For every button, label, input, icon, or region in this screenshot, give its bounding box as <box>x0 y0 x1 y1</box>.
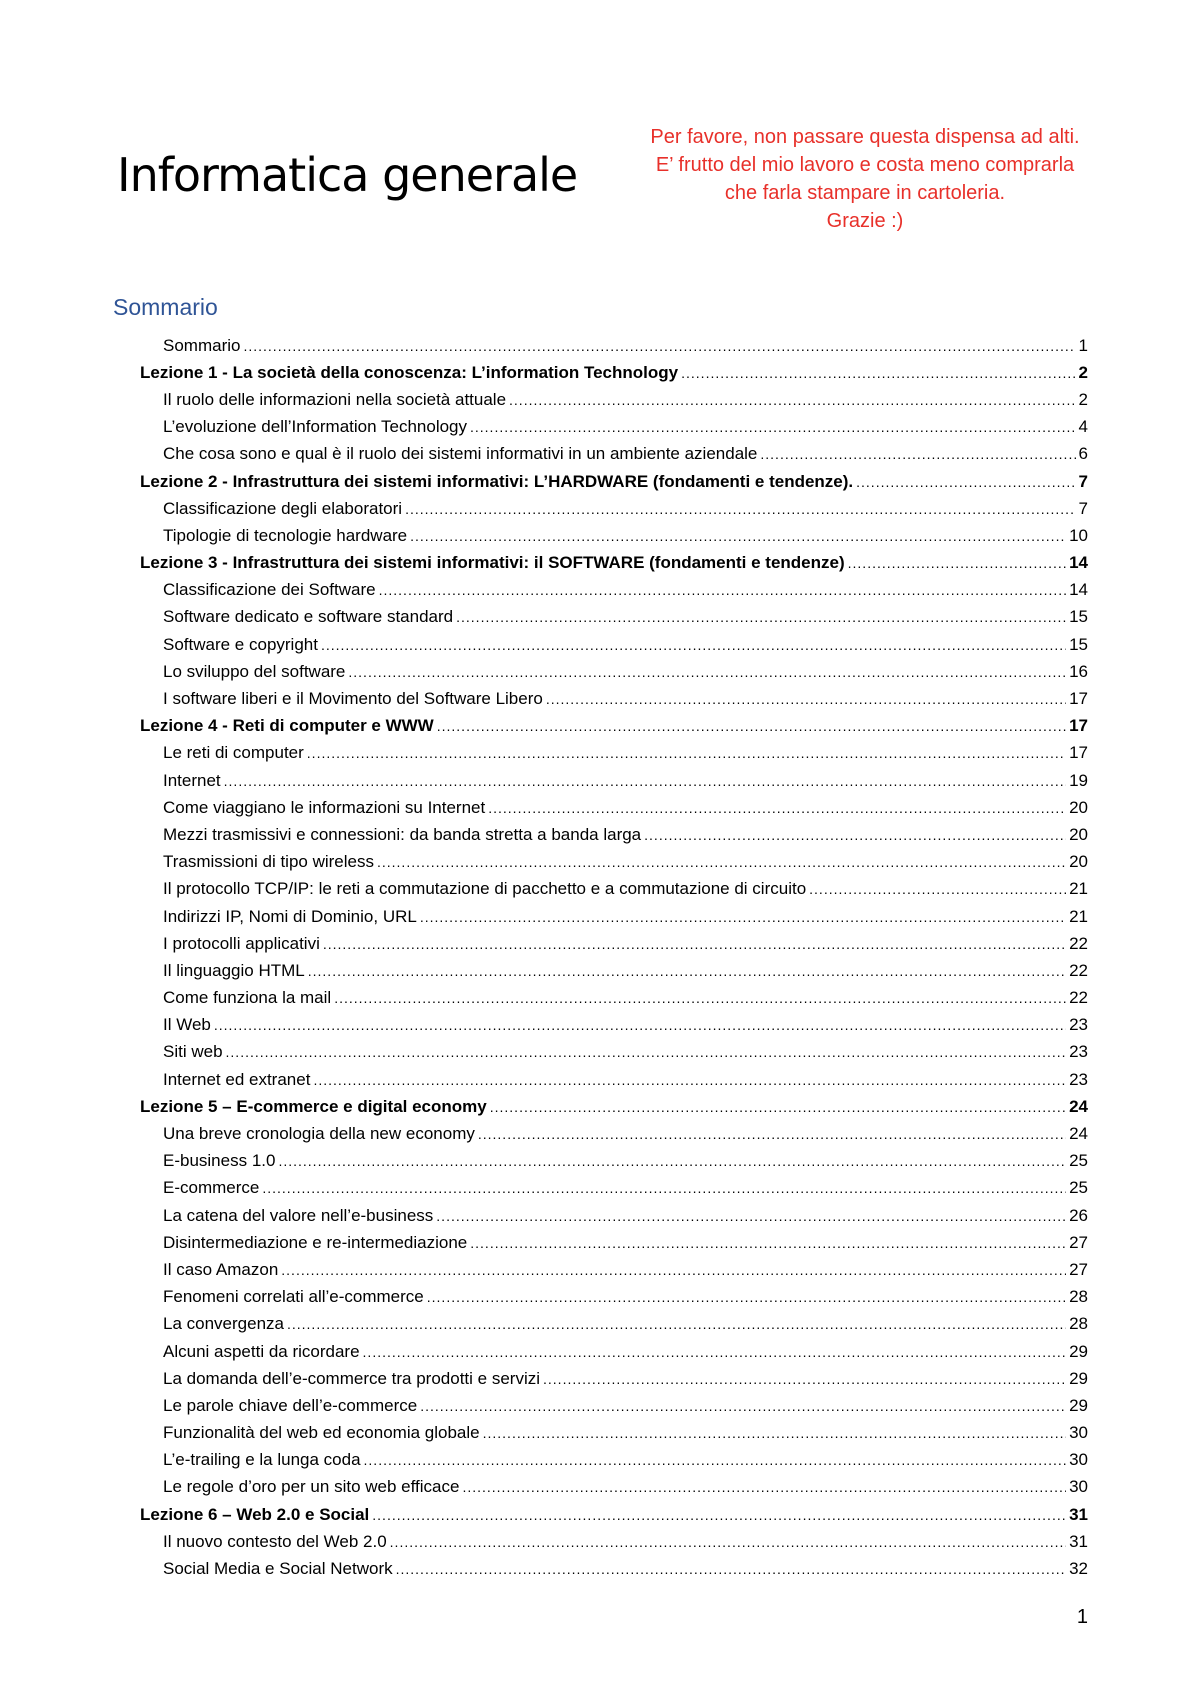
toc-entry-label: Il protocollo TCP/IP: le reti a commutazione di pacchetto e a commutazione di circuito <box>163 879 807 899</box>
toc-entry-label: Classificazione degli elaboratori <box>163 498 403 518</box>
toc-entry[interactable] <box>140 1392 1088 1419</box>
toc-entry-page: 25 <box>1069 1151 1088 1171</box>
toc-entry-label: L’e-trailing e la lunga coda <box>163 1450 361 1470</box>
toc-entry-page: 4 <box>1078 417 1088 437</box>
toc-entry-label: Alcuni aspetti da ricordare <box>163 1341 360 1361</box>
toc-entry-label: Le parole chiave dell’e-commerce <box>163 1395 418 1415</box>
toc-dot-leader <box>760 446 1075 462</box>
toc-entry-page: 22 <box>1069 933 1088 953</box>
toc-dot-leader <box>226 1044 1067 1060</box>
toc-entry-page: 28 <box>1069 1287 1088 1307</box>
toc-entry[interactable] <box>140 1555 1088 1582</box>
toc-entry-page: 27 <box>1069 1259 1088 1279</box>
toc-dot-leader <box>427 1289 1066 1305</box>
toc-entry-page: 17 <box>1069 743 1088 763</box>
toc-dot-leader <box>214 1017 1066 1033</box>
toc-entry[interactable] <box>140 1093 1088 1120</box>
toc-entry[interactable] <box>140 821 1088 848</box>
toc-entry-label: E-commerce <box>163 1178 260 1198</box>
toc-entry-page: 20 <box>1069 824 1088 844</box>
toc-entry[interactable] <box>140 1120 1088 1147</box>
toc-entry[interactable] <box>140 386 1088 413</box>
toc-entry[interactable] <box>140 522 1088 549</box>
toc-entry[interactable] <box>140 577 1088 604</box>
toc-entry-label: Come viaggiano le informazioni su Internet <box>163 797 486 817</box>
toc-entry-label: Funzionalità del web ed economia globale <box>163 1423 480 1443</box>
toc-entry-label: Social Media e Social Network <box>163 1559 393 1579</box>
toc-entry-label: Lezione 1 - La società della conoscenza: L’information Technology <box>140 362 679 382</box>
toc-dot-leader <box>278 1153 1066 1169</box>
toc-entry-label: Indirizzi IP, Nomi di Dominio, URL <box>163 906 417 926</box>
toc-entry-label: Trasmissioni di tipo wireless <box>163 852 374 872</box>
toc-dot-leader <box>420 909 1066 925</box>
notice-line: che farla stampare in cartoleria. <box>724 182 1006 204</box>
toc-dot-leader <box>321 637 1066 653</box>
toc-entry-label: L’evoluzione dell’Information Technology <box>163 417 467 437</box>
table-of-contents <box>140 332 1088 1583</box>
toc-entry-label: Il Web <box>163 1015 211 1035</box>
toc-entry-label: Fenomeni correlati all’e-commerce <box>163 1287 424 1307</box>
document-title: Informatica generale <box>117 148 578 202</box>
toc-entry-label: Lezione 2 - Infrastruttura dei sistemi informativi: L’HARDWARE (fondamenti e tendenze). <box>140 471 854 491</box>
toc-entry-page: 23 <box>1069 1042 1088 1062</box>
toc-dot-leader <box>323 936 1066 952</box>
toc-entry[interactable] <box>140 1501 1088 1528</box>
toc-entry-label: Il linguaggio HTML <box>163 960 305 980</box>
toc-entry-page: 20 <box>1069 852 1088 872</box>
toc-dot-leader <box>364 1452 1067 1468</box>
toc-entry[interactable] <box>140 1284 1088 1311</box>
toc-dot-leader <box>856 474 1075 490</box>
toc-entry-page: 15 <box>1069 634 1088 654</box>
toc-entry-label: Come funziona la mail <box>163 988 332 1008</box>
toc-entry-label: Le regole d’oro per un sito web efficace <box>163 1477 460 1497</box>
toc-dot-leader <box>809 881 1066 897</box>
toc-entry-page: 23 <box>1069 1015 1088 1035</box>
toc-entry-label: Il nuovo contesto del Web 2.0 <box>163 1531 387 1551</box>
toc-dot-leader <box>308 963 1066 979</box>
toc-entry[interactable] <box>140 1528 1088 1555</box>
toc-entry-page: 28 <box>1069 1314 1088 1334</box>
notice-line: Per favore, non passare questa dispensa ad alti. <box>650 126 1080 148</box>
toc-entry[interactable] <box>140 604 1088 631</box>
toc-entry-label: I protocolli applicativi <box>163 933 320 953</box>
toc-dot-leader <box>281 1262 1066 1278</box>
toc-entry[interactable] <box>140 876 1088 903</box>
toc-dot-leader <box>420 1398 1066 1414</box>
toc-entry[interactable] <box>140 685 1088 712</box>
toc-dot-leader <box>681 365 1075 381</box>
toc-entry[interactable] <box>140 1256 1088 1283</box>
toc-entry-label: Il ruolo delle informazioni nella società attuale <box>163 389 507 409</box>
toc-entry-label: Mezzi trasmissivi e connessioni: da banda stretta a banda larga <box>163 824 642 844</box>
toc-entry[interactable] <box>140 550 1088 577</box>
toc-entry-label: Una breve cronologia della new economy <box>163 1124 475 1144</box>
toc-entry[interactable] <box>140 1365 1088 1392</box>
toc-entry-label: Il caso Amazon <box>163 1259 279 1279</box>
toc-dot-leader <box>490 1099 1066 1115</box>
toc-entry[interactable] <box>140 767 1088 794</box>
toc-entry-page: 27 <box>1069 1232 1088 1252</box>
toc-entry[interactable] <box>140 903 1088 930</box>
toc-dot-leader <box>488 800 1066 816</box>
toc-entry-page: 23 <box>1069 1069 1088 1089</box>
toc-dot-leader <box>509 392 1076 408</box>
toc-dot-leader <box>644 827 1066 843</box>
toc-entry[interactable] <box>140 713 1088 740</box>
toc-entry-label: Lezione 5 – E-commerce e digital economy <box>140 1096 487 1116</box>
toc-entry-page: 10 <box>1069 525 1088 545</box>
notice-line: Grazie :) <box>826 210 904 232</box>
toc-entry-page: 30 <box>1069 1477 1088 1497</box>
toc-entry-label: Lezione 6 – Web 2.0 e Social <box>140 1504 370 1524</box>
toc-dot-leader <box>462 1479 1066 1495</box>
toc-heading: Sommario <box>113 294 218 320</box>
toc-dot-leader <box>456 609 1066 625</box>
toc-entry[interactable] <box>140 957 1088 984</box>
toc-entry-page: 1 <box>1078 335 1088 355</box>
toc-entry[interactable] <box>140 740 1088 767</box>
toc-entry[interactable] <box>140 495 1088 522</box>
toc-dot-leader <box>470 419 1076 435</box>
toc-entry-page: 17 <box>1069 716 1088 736</box>
toc-entry[interactable] <box>140 631 1088 658</box>
toc-entry-page: 16 <box>1069 661 1088 681</box>
notice-text <box>605 123 1125 235</box>
toc-entry-page: 2 <box>1078 362 1088 382</box>
toc-entry-page: 20 <box>1069 797 1088 817</box>
toc-entry-page: 7 <box>1078 471 1088 491</box>
toc-entry-page: 30 <box>1069 1450 1088 1470</box>
toc-entry[interactable] <box>140 332 1088 359</box>
toc-dot-leader <box>363 1344 1067 1360</box>
toc-entry-page: 2 <box>1078 389 1088 409</box>
toc-dot-leader <box>848 555 1066 571</box>
toc-entry[interactable] <box>140 1066 1088 1093</box>
toc-entry-page: 14 <box>1069 553 1088 573</box>
toc-entry[interactable] <box>140 359 1088 386</box>
toc-entry-label: I software liberi e il Movimento del Software Libero <box>163 689 543 709</box>
toc-entry-label: Software e copyright <box>163 634 318 654</box>
toc-entry-page: 15 <box>1069 607 1088 627</box>
toc-dot-leader <box>543 1371 1066 1387</box>
toc-entry-label: La domanda dell’e-commerce tra prodotti e servizi <box>163 1368 541 1388</box>
toc-entry[interactable] <box>140 1012 1088 1039</box>
toc-entry-page: 29 <box>1069 1341 1088 1361</box>
toc-entry-label: La catena del valore nell’e-business <box>163 1205 434 1225</box>
toc-entry-label: Software dedicato e software standard <box>163 607 454 627</box>
toc-entry-label: Lo sviluppo del software <box>163 661 346 681</box>
toc-entry-label: Che cosa sono e qual è il ruolo dei sistemi informativi in un ambiente aziendale <box>163 444 758 464</box>
toc-entry[interactable] <box>140 794 1088 821</box>
toc-entry-label: Tipologie di tecnologie hardware <box>163 525 408 545</box>
toc-dot-leader <box>262 1180 1066 1196</box>
toc-entry[interactable] <box>140 1311 1088 1338</box>
toc-dot-leader <box>405 501 1075 517</box>
toc-dot-leader <box>313 1072 1066 1088</box>
toc-dot-leader <box>437 718 1066 734</box>
toc-entry[interactable] <box>140 1447 1088 1474</box>
toc-entry[interactable] <box>140 414 1088 441</box>
toc-dot-leader <box>470 1235 1066 1251</box>
toc-entry-page: 21 <box>1069 906 1088 926</box>
toc-entry[interactable] <box>140 468 1088 495</box>
toc-entry[interactable] <box>140 1229 1088 1256</box>
toc-dot-leader <box>410 528 1066 544</box>
toc-entry-page: 26 <box>1069 1205 1088 1225</box>
toc-dot-leader <box>287 1316 1066 1332</box>
toc-entry[interactable] <box>140 1338 1088 1365</box>
toc-entry-page: 29 <box>1069 1368 1088 1388</box>
toc-entry[interactable] <box>140 1175 1088 1202</box>
toc-entry[interactable] <box>140 658 1088 685</box>
toc-entry-label: Sommario <box>163 335 241 355</box>
toc-entry-page: 29 <box>1069 1395 1088 1415</box>
toc-dot-leader <box>436 1208 1066 1224</box>
toc-entry[interactable] <box>140 985 1088 1012</box>
toc-entry[interactable] <box>140 1148 1088 1175</box>
toc-dot-leader <box>334 990 1066 1006</box>
toc-dot-leader <box>307 745 1066 761</box>
toc-entry[interactable] <box>140 849 1088 876</box>
toc-entry-label: Classificazione dei Software <box>163 580 376 600</box>
toc-entry[interactable] <box>140 930 1088 957</box>
toc-dot-leader <box>483 1425 1066 1441</box>
toc-entry-page: 17 <box>1069 689 1088 709</box>
toc-entry-page: 24 <box>1069 1124 1088 1144</box>
toc-entry[interactable] <box>140 441 1088 468</box>
toc-dot-leader <box>372 1507 1066 1523</box>
toc-entry-label: Internet <box>163 770 221 790</box>
toc-dot-leader <box>224 773 1066 789</box>
toc-entry[interactable] <box>140 1202 1088 1229</box>
toc-entry-page: 22 <box>1069 960 1088 980</box>
toc-entry-label: La convergenza <box>163 1314 284 1334</box>
toc-entry-page: 30 <box>1069 1423 1088 1443</box>
toc-entry-label: Disintermediazione e re-intermediazione <box>163 1232 468 1252</box>
toc-entry-page: 7 <box>1078 498 1088 518</box>
toc-entry-page: 21 <box>1069 879 1088 899</box>
toc-dot-leader <box>348 664 1066 680</box>
toc-entry-label: Lezione 3 - Infrastruttura dei sistemi informativi: il SOFTWARE (fondamenti e tendenze) <box>140 553 845 573</box>
toc-entry-label: Siti web <box>163 1042 223 1062</box>
toc-entry[interactable] <box>140 1420 1088 1447</box>
toc-entry-page: 25 <box>1069 1178 1088 1198</box>
toc-dot-leader <box>390 1534 1066 1550</box>
toc-entry-page: 6 <box>1078 444 1088 464</box>
toc-entry-page: 31 <box>1069 1504 1088 1524</box>
toc-entry-page: 22 <box>1069 988 1088 1008</box>
toc-entry-page: 31 <box>1069 1531 1088 1551</box>
toc-entry-page: 24 <box>1069 1096 1088 1116</box>
toc-entry-page: 19 <box>1069 770 1088 790</box>
toc-dot-leader <box>478 1126 1066 1142</box>
notice-line: E’ frutto del mio lavoro e costa meno comprarla <box>655 154 1075 176</box>
toc-entry-label: Le reti di computer <box>163 743 304 763</box>
toc-entry-label: Lezione 4 - Reti di computer e WWW <box>140 716 434 736</box>
toc-dot-leader <box>379 582 1066 598</box>
toc-entry-label: Internet ed extranet <box>163 1069 311 1089</box>
toc-dot-leader <box>546 691 1066 707</box>
toc-entry[interactable] <box>140 1039 1088 1066</box>
page-number: 1 <box>1076 1606 1088 1628</box>
toc-entry-label: E-business 1.0 <box>163 1151 276 1171</box>
toc-dot-leader <box>377 854 1066 870</box>
toc-entry-page: 32 <box>1069 1559 1088 1579</box>
toc-entry-page: 14 <box>1069 580 1088 600</box>
toc-dot-leader <box>243 338 1075 354</box>
toc-dot-leader <box>396 1561 1066 1577</box>
toc-entry[interactable] <box>140 1474 1088 1501</box>
